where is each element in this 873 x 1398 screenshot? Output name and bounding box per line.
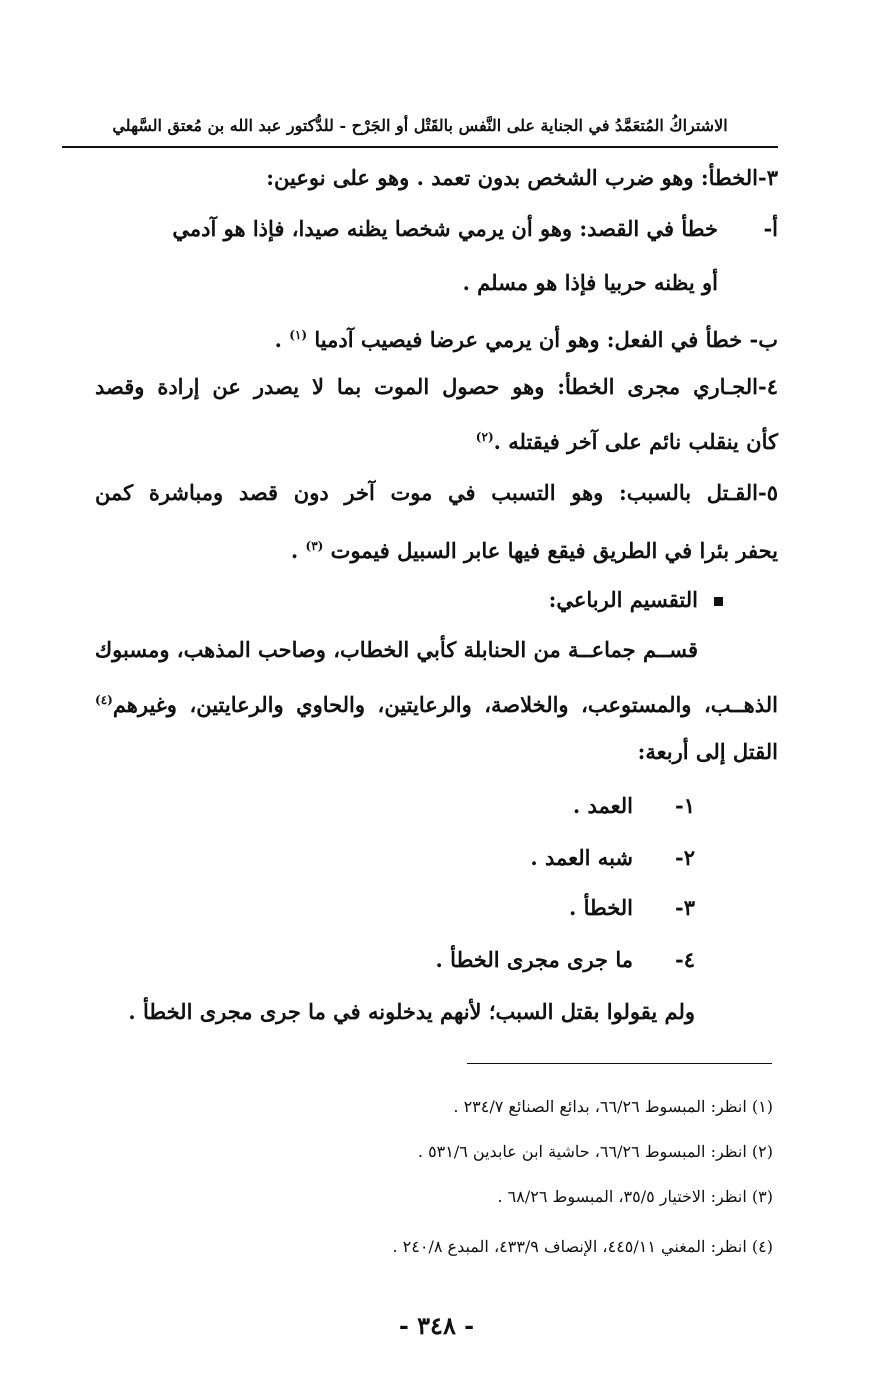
- item-5-continuation: يحفر بئرا في الطريق فيقع فيها عابر السبيل فيموت: [330, 538, 778, 563]
- body-line-11: [95, 680, 778, 720]
- body-line-10: قســم جماعــة من الحنابلة كأبي الخطاب، وصاحب المذهب، ومسبوك: [94, 637, 698, 662]
- list-number: ٣-: [675, 895, 695, 920]
- section-heading: [549, 580, 723, 620]
- item-text-b: ب- خطأ في الفعل: وهو أن يرمي عرضا فيصيب آدميا: [314, 327, 778, 352]
- list-item: [436, 940, 695, 980]
- item-marker-a: أ-: [763, 216, 778, 241]
- list-number: ١-: [675, 793, 695, 818]
- body-line-8: [291, 526, 778, 566]
- body-line-5: ٤-الجـاري مجرى الخطأ: وهو حصول الموت بما لا يصدر عن إرادة وقصد: [95, 374, 778, 399]
- body-line-3: أو يظنه حربيا فإذا هو مسلم .: [462, 270, 718, 295]
- running-header: الاشتراكُ المُتعَمَّدُ في الجناية على النَّفس بالقَتْل أو الجَرْح - للدُّكتور عبد الله بن مُعتق السَّهلي: [62, 108, 778, 148]
- body-line-6: [476, 417, 778, 457]
- footnote-ref-2[interactable]: (٢): [475, 430, 494, 444]
- footnote-separator: [467, 1063, 772, 1064]
- list-item: [530, 838, 695, 878]
- item-text-a: خطأ في القصد: وهو أن يرمي شخصا يظنه صيدا، فإذا هو آدمي: [172, 216, 718, 241]
- section-heading-text: التقسيم الرباعي:: [548, 587, 698, 612]
- footnote-3: (٣) انظر: الاختيار ٣٥/٥، المبسوط ٦٨/٢٦ .: [497, 1187, 773, 1206]
- footnote-4: (٤) انظر: المغني ٤٤٥/١١، الإنصاف ٤٣٣/٩، المبدع ٢٤٠/٨ .: [392, 1237, 773, 1256]
- list-text: العمد .: [572, 793, 633, 818]
- body-line-12: القتل إلى أربعة:: [637, 739, 778, 764]
- footnote-ref-4[interactable]: (٤): [95, 693, 113, 707]
- footnote-1: (١) انظر: المبسوط ٦٦/٢٦، بدائع الصنائع ٢٣٤/٧ .: [453, 1097, 773, 1116]
- square-bullet-icon: [714, 597, 723, 606]
- footnote-2: (٢) انظر: المبسوط ٦٦/٢٦، حاشية ابن عابدين ٥٣١/٦ .: [417, 1142, 773, 1161]
- period: .: [290, 538, 306, 563]
- list-item: [569, 888, 695, 928]
- closing-line: ولم يقولوا بقتل السبب؛ لأنهم يدخلونه في ما جرى مجرى الخطأ .: [128, 999, 695, 1024]
- list-text: ما جرى مجرى الخطأ .: [435, 947, 633, 972]
- footnote-ref-1[interactable]: (١): [289, 328, 308, 342]
- list-text: الخطأ .: [568, 895, 633, 920]
- period: .: [274, 327, 290, 352]
- body-line-2: [172, 209, 778, 249]
- body-line-1: ٣-الخطأ: وهو ضرب الشخص بدون تعمد . وهو على نوعين:: [266, 165, 778, 190]
- item-4-continuation: كأن ينقلب نائم على آخر فيقتله .: [493, 429, 778, 454]
- page-number: - ٣٤٨ -: [398, 1311, 475, 1340]
- body-line-7: ٥-القـتل بالسبب: وهو التسبب في موت آخر دون قصد ومباشرة كمن: [95, 480, 778, 505]
- body-line-4: [275, 315, 778, 355]
- list-number: ٤-: [675, 947, 695, 972]
- paragraph-continuation: الذهــب، والمستوعب، والخلاصة، والرعايتين، والحاوي والرعايتين، وغيرهم: [112, 692, 778, 717]
- list-text: شبه العمد .: [530, 845, 633, 870]
- list-item: [573, 786, 695, 826]
- footnote-ref-3[interactable]: (٣): [305, 539, 324, 553]
- list-number: ٢-: [675, 845, 695, 870]
